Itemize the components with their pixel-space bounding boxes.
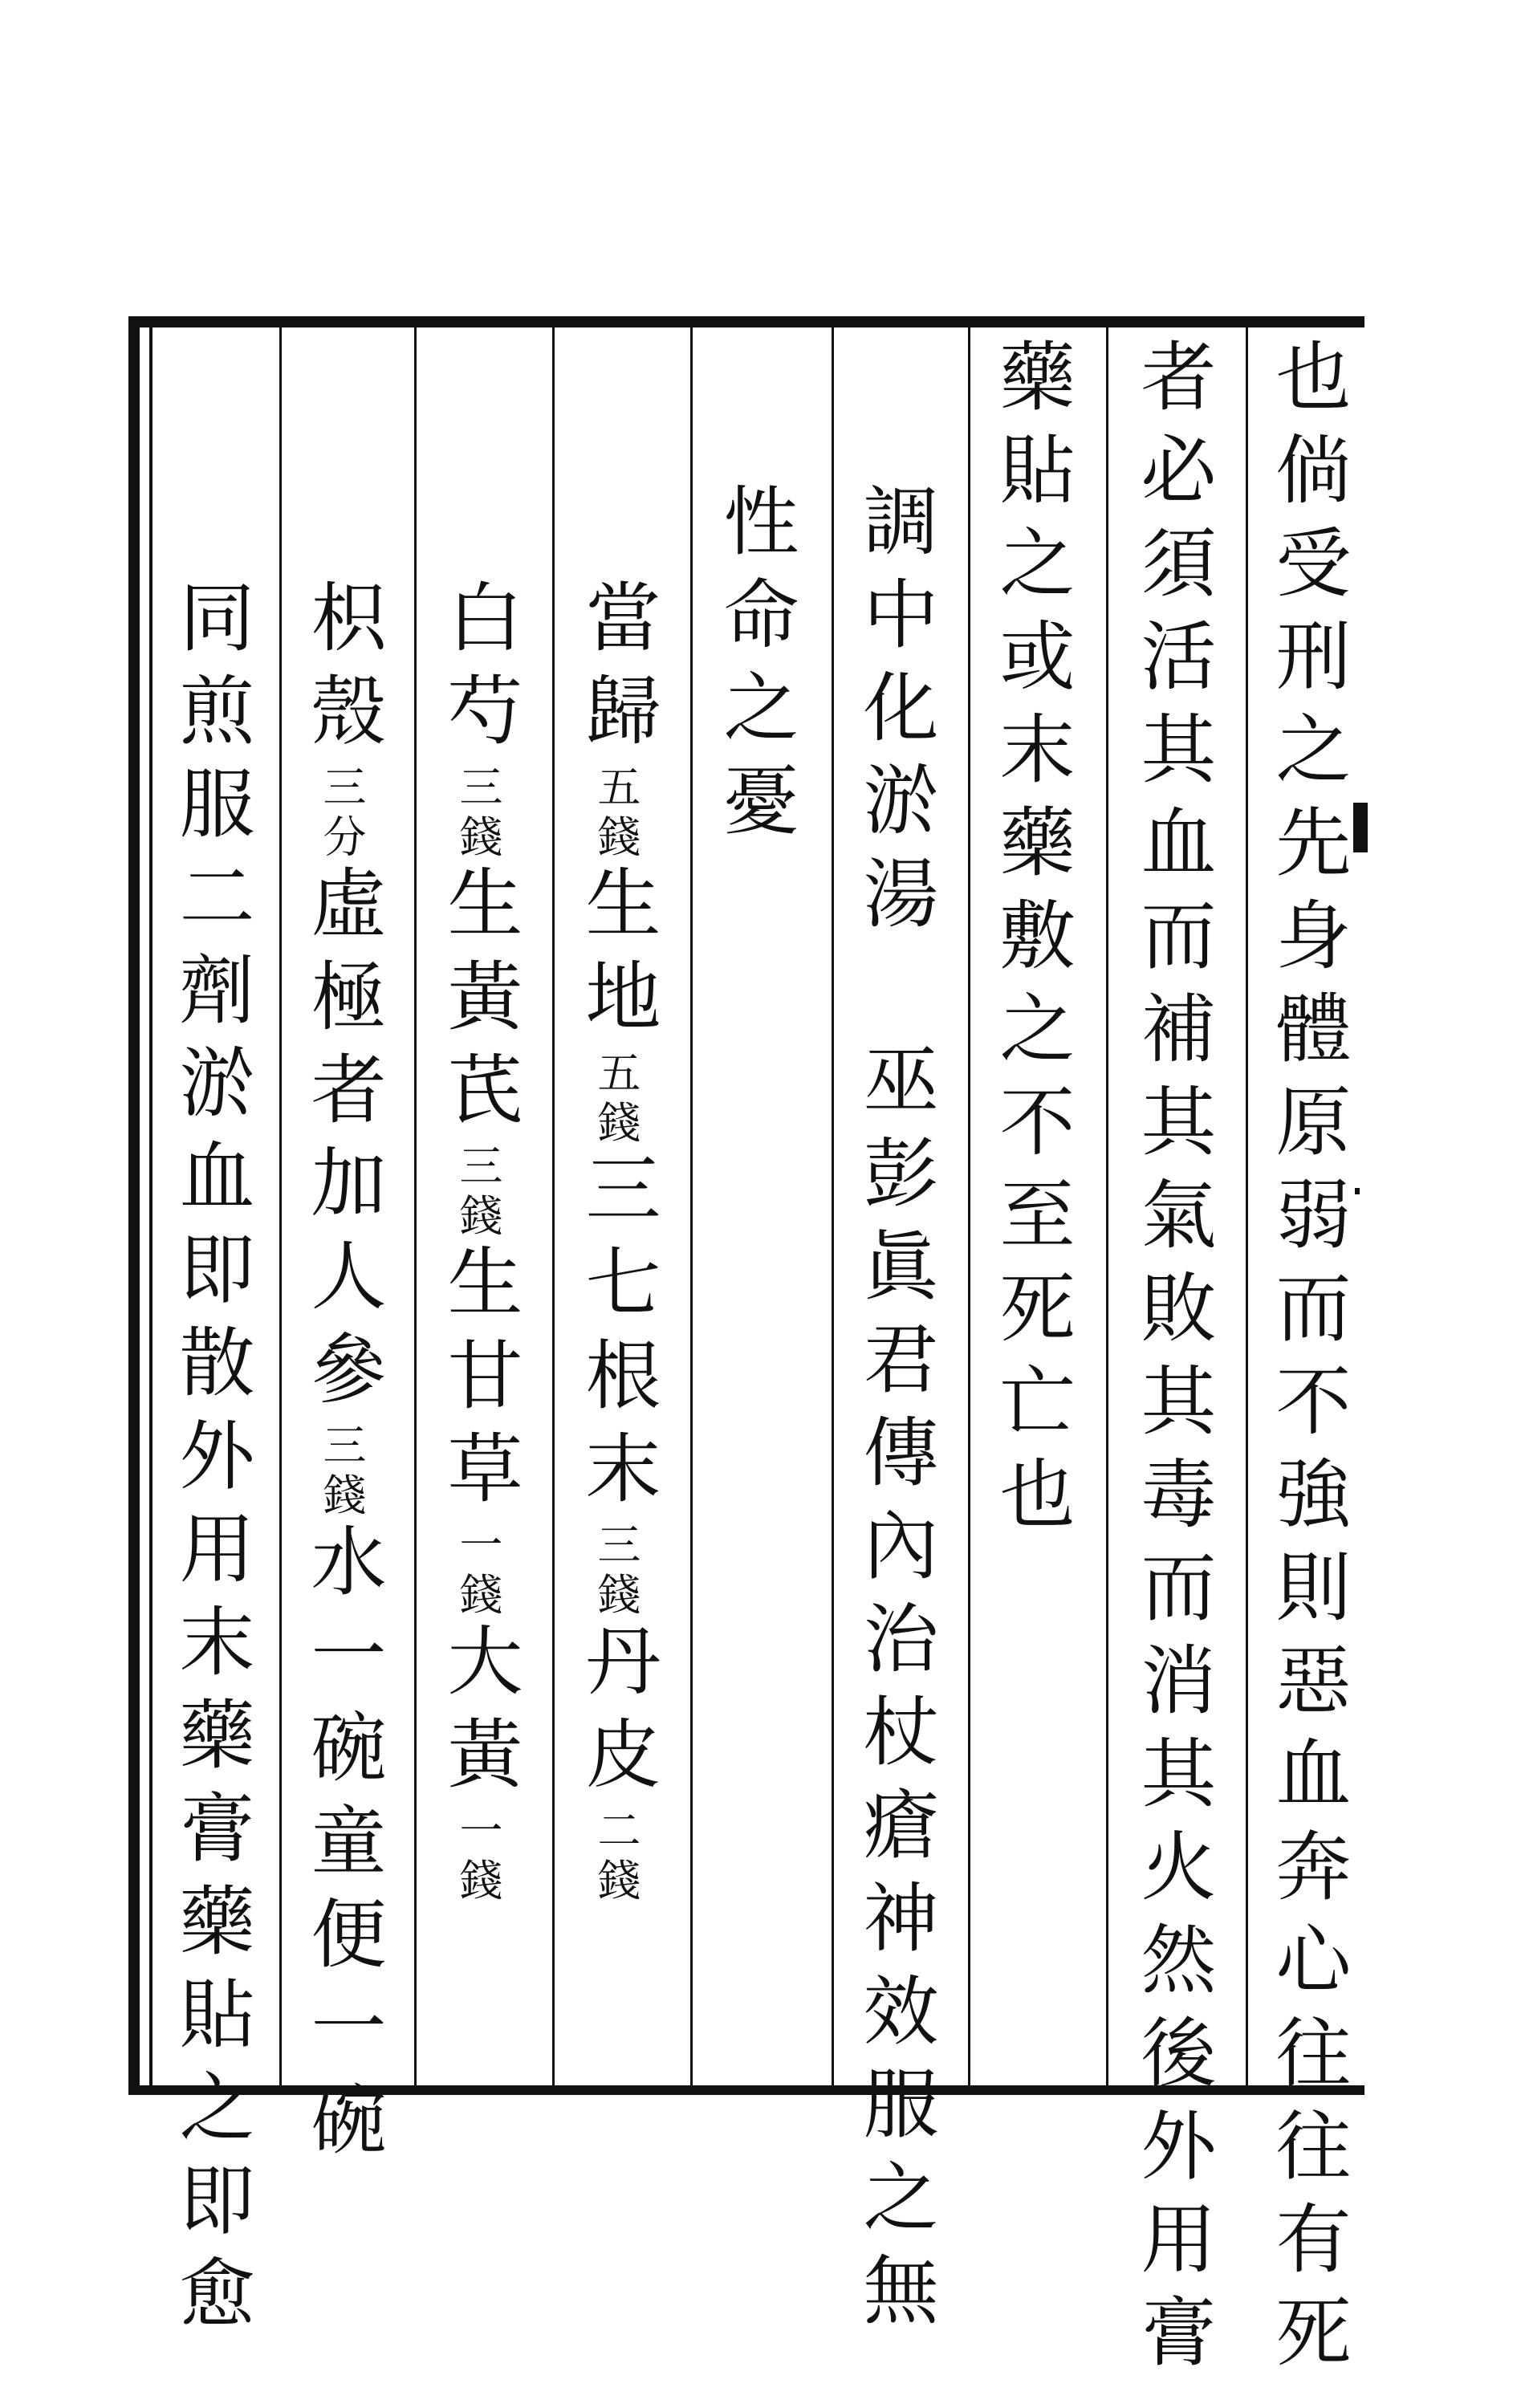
ingredient-name: 虛極者加人參 bbox=[298, 864, 385, 1422]
ingredient-name: 生甘草 bbox=[434, 1243, 522, 1522]
frame-left-inner-rule bbox=[149, 327, 152, 2085]
ingredient-name: 三七根末 bbox=[572, 1149, 660, 1522]
text-column-final: 同煎服二劑淤血即散外用末藥膏藥貼之即愈 bbox=[166, 578, 254, 2347]
dosage-note: 二錢 bbox=[591, 1808, 641, 1907]
dosage-note: 三錢 bbox=[591, 1522, 641, 1621]
recipe-column-3 bbox=[298, 578, 385, 2174]
column-rule bbox=[832, 327, 834, 2085]
text-column-5: 性命之憂 bbox=[710, 482, 798, 854]
dosage-note: 一錢 bbox=[453, 1522, 503, 1621]
column-rule bbox=[414, 327, 417, 2085]
dosage-note: 五錢 bbox=[591, 1050, 641, 1149]
column-rule bbox=[1106, 327, 1108, 2085]
ingredient-name: 丹皮 bbox=[572, 1621, 660, 1808]
column-rule bbox=[279, 327, 282, 2085]
column-rule bbox=[690, 327, 693, 2085]
dosage-note: 三錢 bbox=[453, 764, 503, 864]
dosage-note: 一錢 bbox=[453, 1808, 503, 1907]
recipe-column-1 bbox=[572, 578, 660, 1907]
fold-tick bbox=[1355, 1188, 1360, 1194]
fold-mark bbox=[1353, 803, 1368, 852]
dosage-note: 三分 bbox=[316, 764, 367, 864]
ingredient-name: 生黃芪 bbox=[434, 864, 522, 1143]
dosage-note: 三錢 bbox=[453, 1143, 503, 1243]
frame-top-border bbox=[128, 316, 1364, 327]
recipe-column-2 bbox=[434, 578, 522, 1907]
dosage-note: 五錢 bbox=[591, 764, 641, 864]
text-column-1: 也倘受刑之先身體原弱而不強則惡血奔心往往有死 bbox=[1263, 337, 1350, 2386]
dosage-note: 三錢 bbox=[316, 1422, 367, 1522]
text-column-4: 調中化淤湯 巫彭眞君傳內治杖瘡神效服之無 bbox=[850, 482, 937, 2344]
frame-left-border bbox=[128, 316, 140, 2095]
ingredient-name: 大黃 bbox=[434, 1621, 522, 1808]
ingredient-name: 枳殼 bbox=[298, 578, 385, 764]
ingredient-name: 白芍 bbox=[434, 578, 522, 764]
text-column-2: 者必須活其血而補其氣敗其毒而消其火然後外用膏 bbox=[1128, 337, 1215, 2386]
ingredient-name: 水一碗童便一碗 bbox=[298, 1522, 385, 2174]
text-column-3: 藥貼之或末藥敷之不至死亡也 bbox=[986, 337, 1074, 1548]
column-rule bbox=[552, 327, 555, 2085]
column-rule bbox=[968, 327, 970, 2085]
ingredient-name: 當歸 bbox=[572, 578, 660, 764]
ingredient-name: 生地 bbox=[572, 864, 660, 1050]
column-rule bbox=[1246, 327, 1248, 2085]
